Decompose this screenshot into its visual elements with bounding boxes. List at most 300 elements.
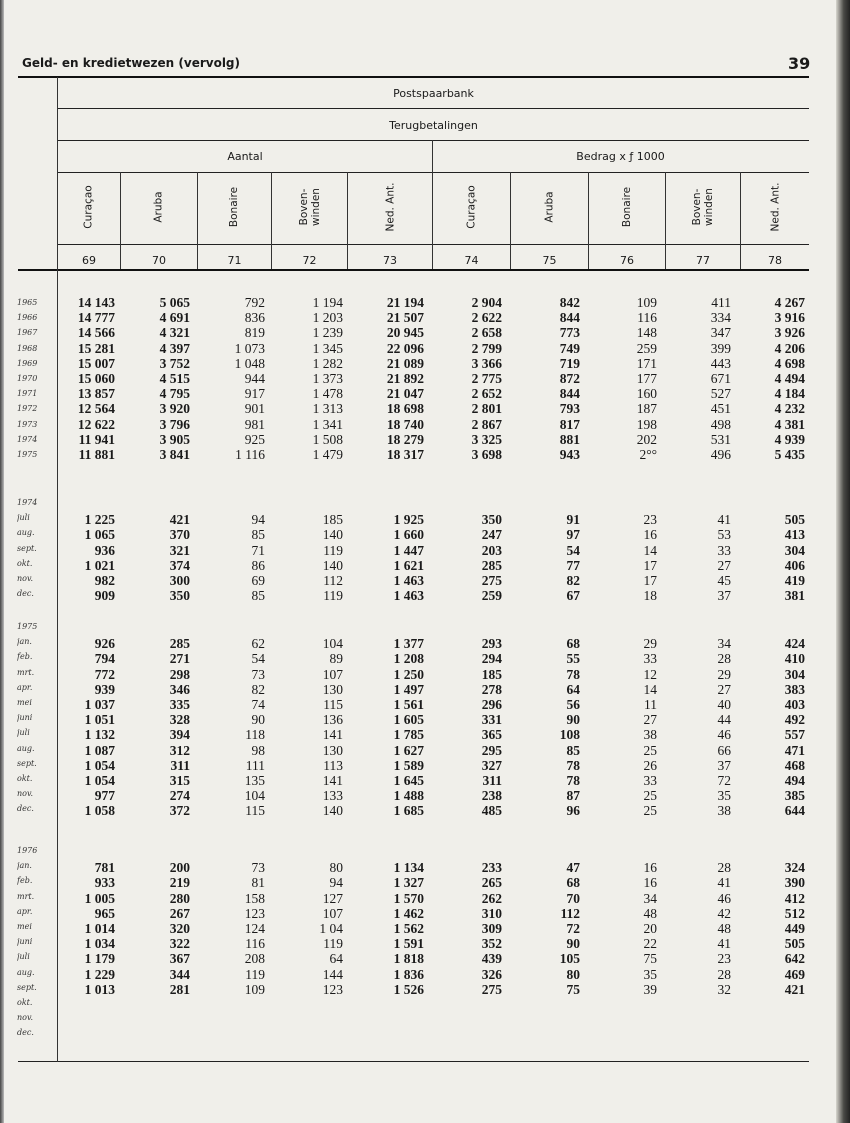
table-cell: 109 (244, 981, 265, 997)
table-cell: 86 (251, 557, 265, 573)
table-cell: 202 (636, 431, 657, 447)
table-cell: 3 920 (159, 401, 190, 417)
row-label: nov. (17, 573, 34, 583)
table-cell: 347 (710, 325, 731, 341)
table-row (0, 310, 850, 325)
table-cell: 41 (717, 875, 731, 891)
row-label: 1974 (17, 498, 38, 507)
table-cell: 32 (717, 981, 731, 997)
table-cell: 1 239 (312, 325, 343, 341)
table-cell: 107 (322, 905, 343, 921)
table-cell: 21 194 (386, 295, 424, 310)
row-label: 1970 (17, 373, 38, 383)
table-cell: 321 (169, 542, 190, 558)
table-cell: 116 (245, 936, 265, 952)
row-label: 1976 (17, 846, 38, 855)
table-cell: 25 (643, 742, 657, 758)
column-header-aruba-count: Aruba (152, 191, 165, 223)
table-cell: 185 (322, 512, 343, 528)
table-cell: 1 013 (84, 981, 115, 997)
table-cell: 47 (566, 860, 580, 876)
table-cell: 485 (481, 803, 502, 819)
table-cell: 1 054 (84, 757, 115, 773)
table-cell: 44 (717, 712, 731, 728)
column-header-nedant-count: Ned. Ant. (383, 182, 396, 232)
table-cell: 111 (245, 757, 265, 773)
table-cell: 1 925 (393, 512, 424, 528)
table-row (0, 982, 850, 997)
top-rule (18, 76, 809, 78)
table-cell: 773 (559, 325, 580, 341)
table-cell: 140 (322, 803, 343, 819)
table-cell: 68 (566, 875, 580, 891)
table-cell: 15 007 (77, 355, 115, 371)
column-header-curacao-amount: Curaçao (465, 185, 478, 229)
table-cell: 35 (643, 966, 657, 982)
table-cell: 33 (717, 542, 731, 558)
table-cell: 410 (784, 651, 805, 667)
table-cell: 794 (94, 651, 115, 667)
table-row (0, 325, 850, 340)
subgroup-rule (58, 140, 809, 141)
column-number: 77 (696, 254, 710, 267)
table-cell: 14 (643, 542, 657, 558)
table-cell: 144 (322, 966, 343, 982)
table-cell: 46 (717, 890, 731, 906)
table-cell: 136 (322, 712, 343, 728)
table-cell: 4 691 (159, 310, 190, 326)
table-cell: 11 881 (78, 447, 115, 462)
table-cell: 1 377 (393, 636, 424, 652)
table-cell: 171 (636, 355, 657, 371)
table-cell: 28 (717, 651, 731, 667)
table-cell: 85 (566, 742, 580, 758)
table-cell: 411 (711, 295, 731, 310)
table-cell: 372 (169, 803, 190, 819)
table-cell: 1 479 (312, 447, 343, 462)
row-label: mei (17, 921, 32, 931)
table-cell: 54 (251, 651, 265, 667)
table-cell: 311 (170, 757, 190, 773)
table-cell: 5 065 (159, 295, 190, 310)
table-cell: 1 225 (84, 512, 115, 528)
table-cell: 406 (784, 557, 805, 573)
table-cell: 187 (636, 401, 657, 417)
table-cell: 75 (566, 981, 580, 997)
table-cell: 25 (643, 788, 657, 804)
column-number: 70 (152, 254, 166, 267)
table-row (0, 636, 850, 651)
table-cell: 346 (169, 681, 190, 697)
table-cell: 23 (643, 512, 657, 528)
table-cell: 3 698 (471, 447, 502, 462)
row-label: juli (17, 513, 30, 523)
table-cell: 74 (251, 697, 265, 712)
table-cell: 115 (323, 697, 343, 712)
table-row (0, 512, 850, 527)
table-cell: 1 685 (393, 803, 424, 819)
table-cell: 1 561 (393, 697, 424, 712)
table-cell: 34 (643, 890, 657, 906)
row-label: sept. (17, 982, 37, 992)
row-label: 1965 (17, 298, 38, 307)
table-cell: 274 (169, 788, 190, 804)
table-cell: 68 (566, 636, 580, 652)
table-row (0, 860, 850, 875)
table-cell: 1 818 (393, 951, 424, 967)
table-cell: 842 (559, 295, 580, 310)
column-header-bovenwinden-count: Boven- winden (297, 188, 322, 226)
table-cell: 1 627 (393, 742, 424, 758)
table-cell: 310 (481, 905, 502, 921)
table-cell: 16 (643, 527, 657, 543)
table-cell: 140 (322, 557, 343, 573)
table-cell: 1 048 (234, 355, 265, 371)
table-cell: 27 (717, 557, 731, 573)
table-cell: 385 (784, 788, 805, 804)
table-cell: 98 (251, 742, 265, 758)
column-header-bonaire-count: Bonaire (228, 186, 241, 228)
table-cell: 315 (169, 773, 190, 788)
table-cell: 781 (94, 860, 115, 876)
table-cell: 365 (481, 727, 502, 743)
table-cell: 15 060 (77, 371, 115, 386)
table-cell: 1 208 (393, 651, 424, 667)
table-cell: 1 373 (312, 371, 343, 386)
table-cell: 419 (784, 573, 805, 588)
table-cell: 1 034 (84, 936, 115, 952)
table-cell: 185 (481, 666, 502, 682)
table-cell: 278 (481, 681, 502, 697)
table-cell: 642 (784, 951, 805, 967)
table-cell: 2 904 (471, 295, 502, 310)
table-row (0, 891, 850, 906)
row-label: 1967 (17, 328, 38, 338)
table-cell: 55 (566, 651, 580, 667)
table-cell: 108 (559, 727, 580, 743)
table-cell: 335 (169, 697, 190, 712)
table-cell: 22 (643, 936, 657, 952)
table-cell: 37 (717, 588, 731, 604)
row-label: feb. (17, 876, 33, 886)
table-cell: 1 508 (312, 431, 343, 447)
table-cell: 33 (643, 773, 657, 788)
table-cell: 1 051 (84, 712, 115, 728)
table-cell: 4 381 (774, 416, 805, 432)
table-cell: 96 (566, 803, 580, 819)
table-cell: 1 478 (312, 386, 343, 402)
table-cell: 94 (251, 512, 265, 528)
row-label: dec. (17, 1028, 34, 1038)
table-row (0, 386, 850, 401)
table-cell: 1 250 (393, 666, 424, 682)
table-cell: 21 507 (386, 310, 424, 326)
table-cell: 275 (481, 573, 502, 588)
table-cell: 90 (566, 936, 580, 952)
row-label: jan. (17, 861, 32, 871)
table-cell: 2 799 (471, 340, 502, 356)
table-cell: 124 (244, 921, 265, 936)
table-cell: 78 (566, 773, 580, 788)
table-cell: 148 (636, 325, 657, 341)
table-cell: 531 (710, 431, 731, 447)
table-cell: 141 (322, 773, 343, 788)
table-cell: 413 (784, 527, 805, 543)
column-number: 69 (82, 254, 96, 267)
table-cell: 85 (251, 527, 265, 543)
row-label: juni (17, 937, 33, 947)
table-row (0, 758, 850, 773)
row-label: dec. (17, 589, 34, 599)
table-cell: 1 462 (393, 905, 424, 921)
row-label: okt. (17, 997, 33, 1007)
table-row (0, 921, 850, 936)
table-row (0, 371, 850, 386)
table-cell: 331 (481, 712, 502, 728)
table-cell: 671 (710, 371, 731, 386)
table-cell: 85 (251, 588, 265, 604)
row-label: juli (17, 728, 30, 738)
table-cell: 2 801 (471, 401, 502, 417)
table-cell: 90 (566, 712, 580, 728)
column-number: 72 (302, 254, 317, 267)
table-cell: 936 (94, 542, 115, 558)
row-label: 1969 (17, 358, 38, 368)
table-cell: 350 (169, 588, 190, 604)
table-cell: 1 04 (319, 921, 343, 936)
column-header-curacao-count: Curaçao (83, 185, 95, 229)
table-cell: 296 (481, 697, 502, 712)
table-row (0, 295, 850, 310)
table-cell: 280 (169, 890, 190, 906)
table-cell: 119 (245, 966, 265, 982)
table-cell: 334 (710, 310, 731, 326)
table-cell: 109 (636, 295, 657, 310)
table-cell: 300 (169, 573, 190, 588)
table-cell: 119 (323, 936, 343, 952)
table-cell: 1 037 (84, 697, 115, 712)
table-cell: 492 (784, 712, 805, 728)
table-cell: 3 916 (774, 310, 805, 326)
header-terugbetalingen: Terugbetalingen (389, 119, 478, 132)
table-row (0, 727, 850, 742)
table-cell: 4 939 (774, 431, 805, 447)
row-label: juli (17, 952, 30, 962)
table-cell: 5 435 (774, 447, 805, 462)
table-cell: 238 (481, 788, 502, 804)
table-cell: 119 (323, 588, 343, 604)
table-cell: 394 (169, 727, 190, 743)
table-cell: 326 (481, 966, 502, 982)
group-rule (58, 108, 809, 109)
table-cell: 295 (481, 742, 502, 758)
table-cell: 421 (169, 512, 190, 528)
row-label: mrt. (17, 667, 35, 677)
table-cell: 73 (251, 860, 265, 876)
table-cell: 4 321 (159, 325, 190, 341)
row-label: nov. (17, 1013, 34, 1023)
table-cell: 3 325 (471, 431, 502, 447)
table-cell: 298 (169, 666, 190, 682)
table-cell: 1 065 (84, 527, 115, 543)
table-cell: 965 (94, 905, 115, 921)
table-cell: 294 (481, 651, 502, 667)
table-cell: 112 (560, 905, 580, 921)
table-cell: 926 (94, 636, 115, 652)
table-cell: 41 (717, 936, 731, 952)
table-cell: 97 (566, 527, 580, 543)
table-cell: 439 (481, 951, 502, 967)
table-cell: 80 (566, 966, 580, 982)
table-cell: 943 (559, 447, 580, 462)
table-cell: 35 (717, 788, 731, 804)
table-cell: 2 658 (471, 325, 502, 341)
table-cell: 4 267 (774, 295, 805, 310)
column-number: 78 (768, 254, 782, 267)
row-label: 1966 (17, 313, 38, 323)
table-cell: 64 (329, 951, 343, 967)
table-cell: 90 (251, 712, 265, 728)
table-cell: 17 (643, 573, 657, 588)
table-cell: 104 (244, 788, 265, 804)
table-row (0, 401, 850, 416)
table-cell: 64 (566, 681, 580, 697)
table-row (0, 712, 850, 727)
table-cell: 16 (643, 875, 657, 891)
table-cell: 311 (482, 773, 502, 788)
table-cell: 12 (643, 666, 657, 682)
table-cell: 505 (784, 512, 805, 528)
column-number: 75 (542, 254, 557, 267)
table-cell: 527 (710, 386, 731, 402)
table-cell: 89 (329, 651, 343, 667)
table-cell: 94 (329, 875, 343, 891)
table-row (0, 875, 850, 890)
table-cell: 87 (566, 788, 580, 804)
row-label: apr. (17, 682, 33, 692)
table-cell: 233 (481, 860, 502, 876)
table-cell: 18 698 (386, 401, 424, 417)
table-cell: 424 (784, 636, 805, 652)
table-cell: 1 058 (84, 803, 115, 819)
table-cell: 45 (717, 573, 731, 588)
table-cell: 1 345 (312, 340, 343, 356)
table-cell: 881 (559, 431, 580, 447)
table-cell: 208 (244, 951, 265, 967)
table-cell: 1 087 (84, 742, 115, 758)
table-cell: 320 (169, 921, 190, 936)
table-cell: 62 (251, 636, 265, 652)
table-cell: 14 777 (77, 310, 115, 326)
table-cell: 14 566 (77, 325, 115, 341)
table-row (0, 967, 850, 982)
table-row (0, 573, 850, 588)
table-cell: 11 (644, 697, 657, 712)
table-cell: 130 (322, 742, 343, 758)
table-cell: 29 (643, 636, 657, 652)
colhdr-rule (58, 244, 809, 245)
row-label: 1971 (17, 389, 38, 399)
column-header-aruba-amount: Aruba (543, 191, 556, 223)
table-cell: 26 (643, 757, 657, 773)
table-cell: 115 (245, 803, 265, 819)
table-cell: 18 279 (386, 431, 424, 447)
table-cell: 1 589 (393, 757, 424, 773)
table-cell: 1 021 (84, 557, 115, 573)
table-row (0, 951, 850, 966)
table-cell: 1 327 (393, 875, 424, 891)
table-cell: 105 (559, 951, 580, 967)
table-row (0, 527, 850, 542)
table-cell: 793 (559, 401, 580, 417)
table-cell: 21 047 (386, 386, 424, 402)
table-cell: 259 (481, 588, 502, 604)
table-cell: 1 229 (84, 966, 115, 982)
table-cell: 1 073 (234, 340, 265, 356)
row-label: aug. (17, 967, 35, 977)
table-row (0, 558, 850, 573)
table-cell: 27 (717, 681, 731, 697)
table-row (0, 447, 850, 462)
table-row (0, 682, 850, 697)
table-cell: 119 (323, 542, 343, 558)
table-cell: 20 945 (386, 325, 424, 341)
table-cell: 2°° (639, 447, 657, 462)
row-label: juni (17, 713, 33, 723)
table-cell: 4 184 (774, 386, 805, 402)
table-row (0, 543, 850, 558)
column-number: 76 (620, 254, 634, 267)
table-cell: 1 134 (393, 860, 424, 876)
table-cell: 939 (94, 681, 115, 697)
table-cell: 1 179 (84, 951, 115, 967)
row-label: 1968 (17, 343, 38, 353)
table-cell: 749 (559, 340, 580, 356)
row-label: feb. (17, 652, 33, 662)
header-postspaarbank: Postspaarbank (393, 87, 474, 100)
table-cell: 127 (322, 890, 343, 906)
table-cell: 4 494 (774, 371, 805, 386)
table-cell: 872 (559, 371, 580, 386)
table-cell: 73 (251, 666, 265, 682)
table-cell: 46 (717, 727, 731, 743)
table-cell: 344 (169, 966, 190, 982)
table-cell: 468 (784, 757, 805, 773)
table-cell: 23 (717, 951, 731, 967)
table-cell: 112 (323, 573, 343, 588)
body-rule (18, 269, 809, 271)
table-cell: 219 (169, 875, 190, 891)
table-cell: 48 (717, 921, 731, 936)
table-cell: 1 005 (84, 890, 115, 906)
table-cell: 39 (643, 981, 657, 997)
table-cell: 141 (322, 727, 343, 743)
table-cell: 1 463 (393, 588, 424, 604)
table-cell: 48 (643, 905, 657, 921)
table-cell: 352 (481, 936, 502, 952)
table-cell: 4 698 (774, 355, 805, 371)
table-cell: 17 (643, 557, 657, 573)
table-cell: 28 (717, 966, 731, 982)
table-cell: 1 605 (393, 712, 424, 728)
table-cell: 1 116 (235, 447, 265, 462)
table-cell: 982 (94, 573, 115, 588)
table-cell: 69 (251, 573, 265, 588)
table-cell: 91 (566, 512, 580, 528)
table-cell: 262 (481, 890, 502, 906)
table-cell: 22 096 (386, 340, 424, 356)
table-cell: 370 (169, 527, 190, 543)
